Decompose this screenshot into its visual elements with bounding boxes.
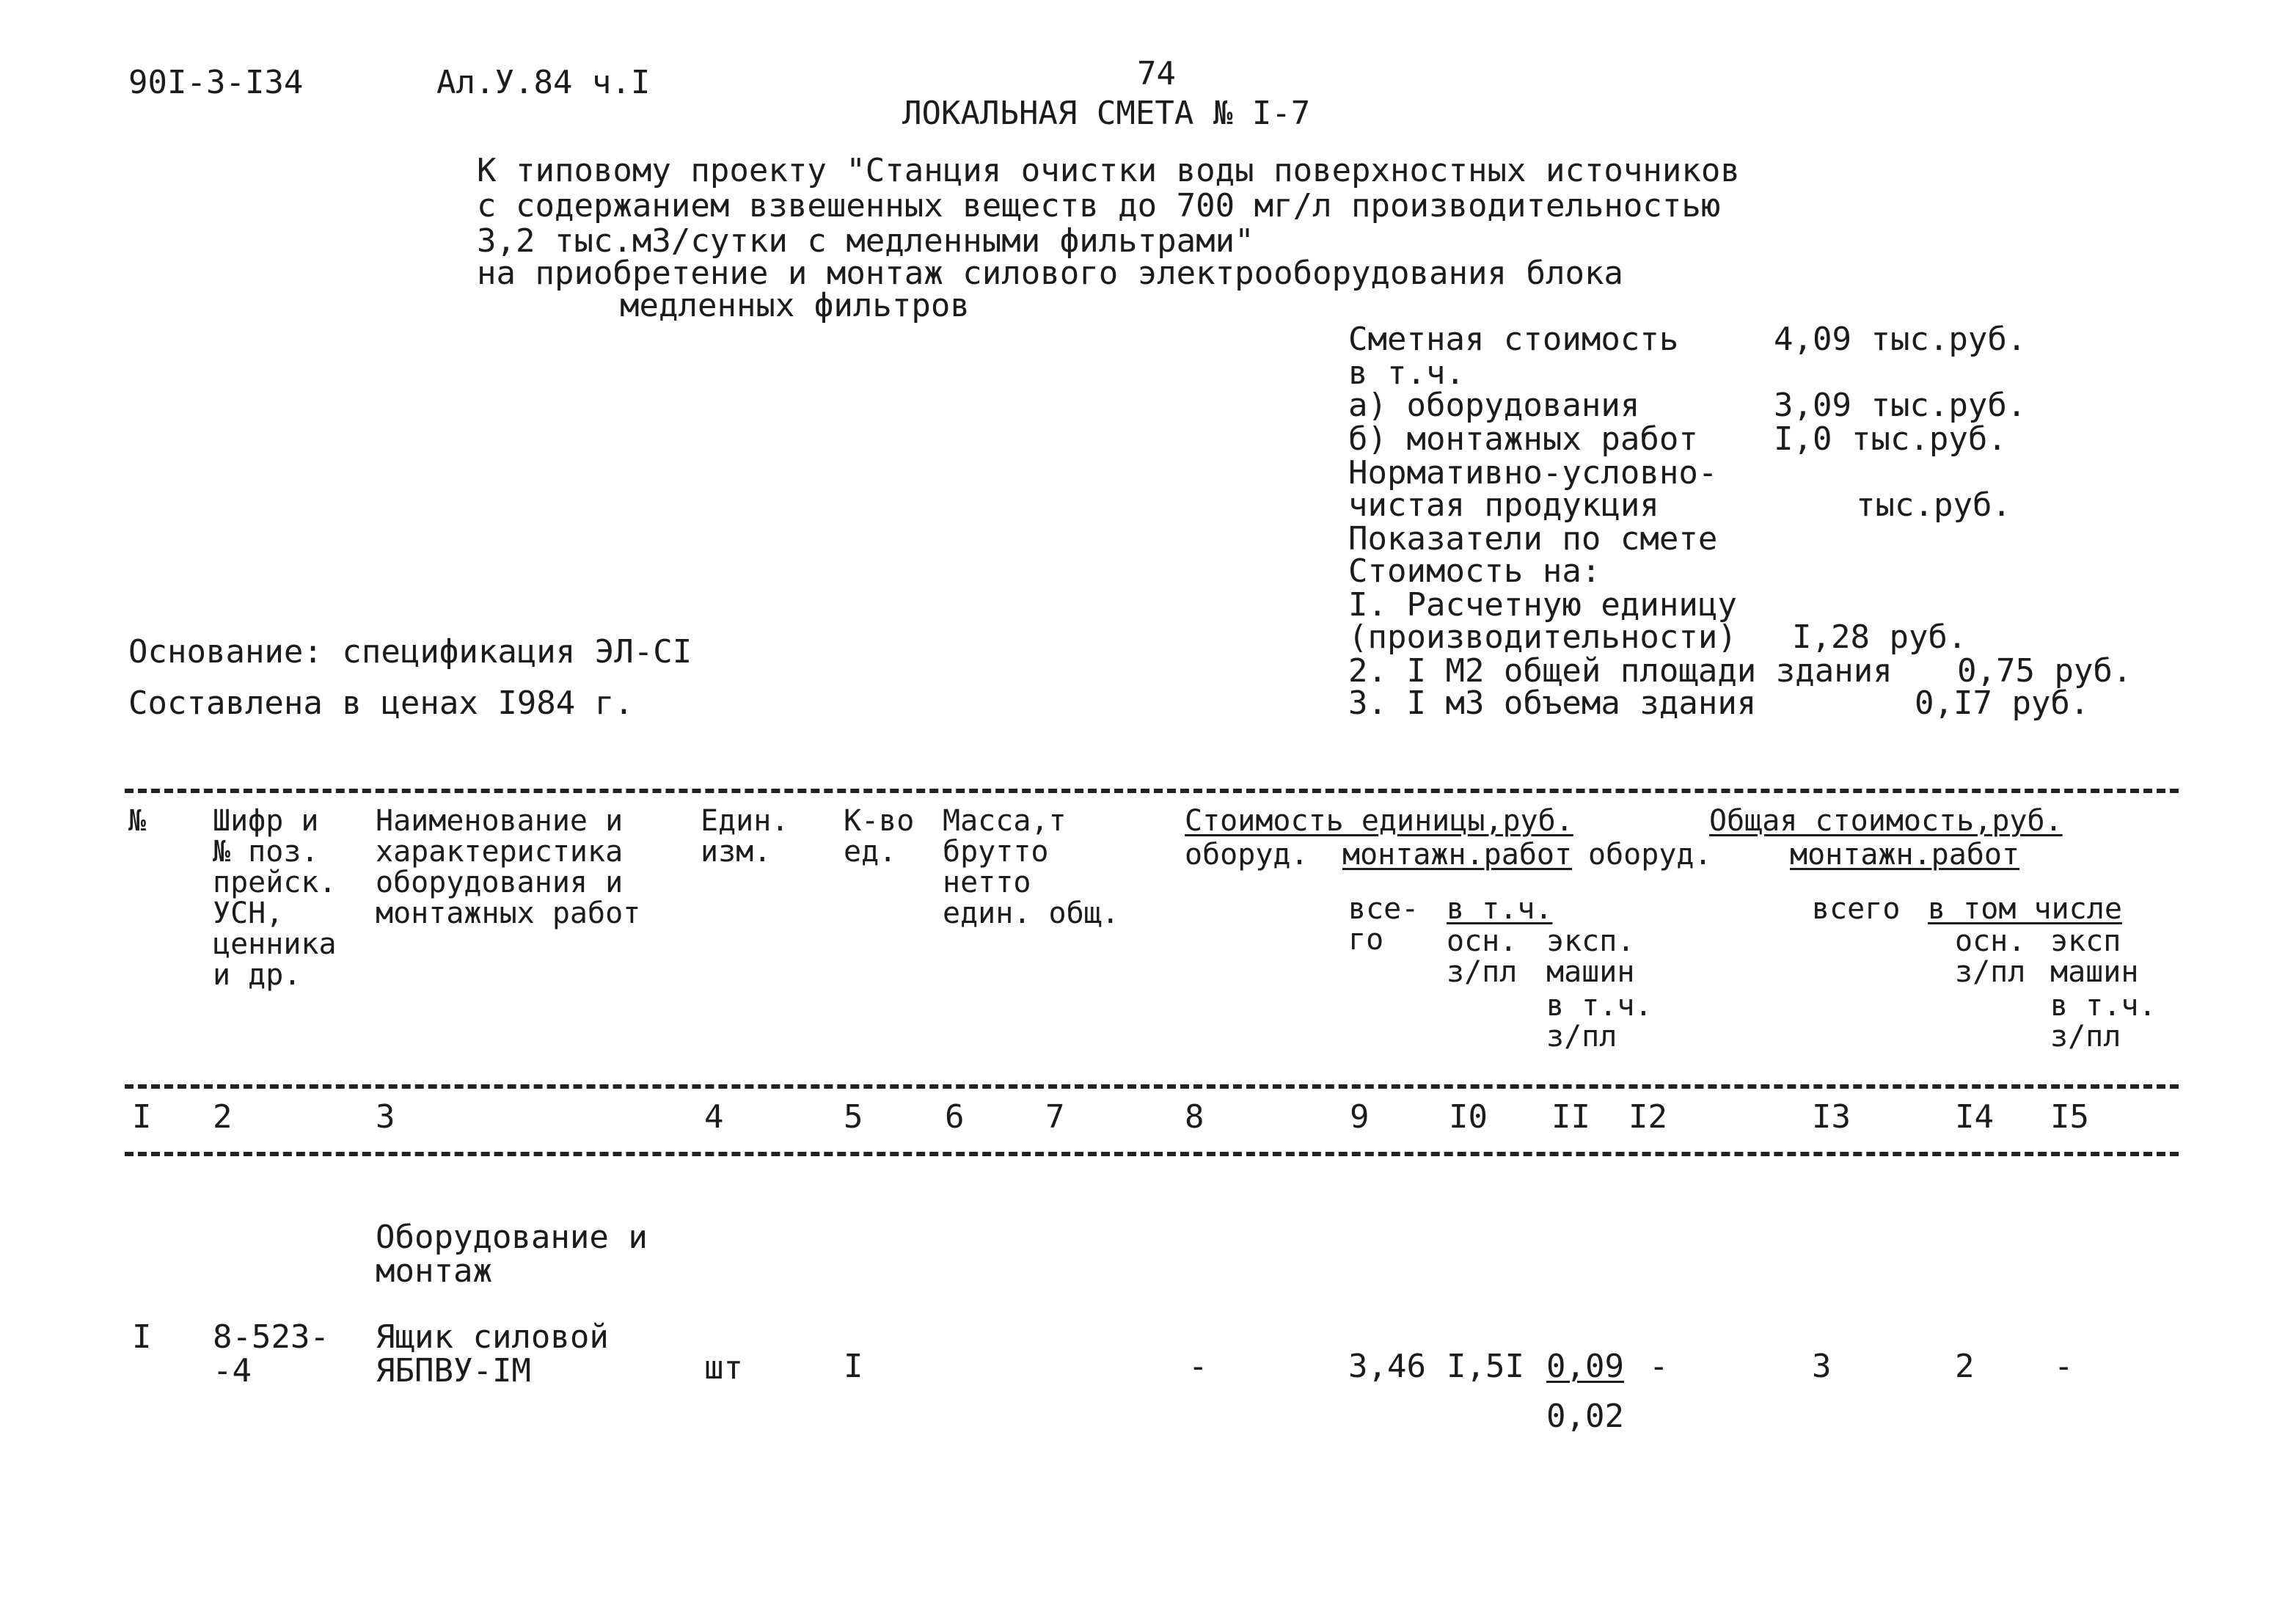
normative-label-1: Нормативно-условно- — [1348, 454, 1718, 492]
col-header-unit-equip: оборуд. — [1185, 838, 1309, 872]
row-equip-total: - — [1649, 1348, 1669, 1385]
col-header-name: Наименование и характеристика оборудования и монтажных работ — [376, 804, 641, 930]
col-header-total-cost: Общая стоимость,руб. — [1709, 804, 2063, 838]
row-install-total: 3,46 — [1348, 1348, 1426, 1385]
col-header-unit: Един. изм. — [701, 804, 789, 869]
project-line-5: медленных фильтров — [620, 287, 970, 324]
column-number: I3 — [1812, 1098, 1851, 1136]
col-header-total-machines: эксп машин — [2050, 924, 2139, 989]
column-number: 9 — [1350, 1098, 1370, 1136]
col-header-total-base-wage: осн. з/пл — [1955, 924, 2026, 989]
row-no: I — [132, 1318, 152, 1356]
col-header-code: Шифр и № поз. прейск. УСН, ценника и др. — [213, 804, 337, 992]
column-number: I0 — [1449, 1098, 1488, 1136]
unit1-label-2: (производительности) — [1348, 618, 1737, 656]
col-header-total-equip: оборуд. — [1588, 838, 1712, 872]
col-header-mass: Масса,т брутто нетто един. общ. — [943, 804, 1119, 930]
unit2-value: 0,75 руб. — [1957, 652, 2132, 690]
equipment-value: 3,09 тыс.руб. — [1774, 387, 2027, 424]
col-header-unit-total: все- го — [1348, 892, 1419, 957]
column-number: II — [1551, 1098, 1590, 1136]
column-number: I2 — [1628, 1098, 1667, 1136]
col-header-total-incl: в том числе — [1928, 892, 2122, 926]
column-number: 3 — [376, 1098, 395, 1136]
project-line-2: с содержанием взвешенных веществ до 700 мг/л производительностью — [477, 187, 1721, 224]
col-header-unit-base-wage: осн. з/пл — [1447, 924, 1518, 989]
indicators-label: Показатели по смете — [1348, 520, 1718, 558]
row-machines: 0,09 — [1546, 1348, 1624, 1385]
col-header-unit-install: монтажн.работ — [1342, 838, 1573, 872]
unit1-value: I,28 руб. — [1792, 618, 1967, 656]
row-code: 8-523- -4 — [213, 1318, 329, 1390]
page-number: 74 — [1137, 55, 1176, 92]
row-total-machines: - — [2054, 1348, 2074, 1385]
column-number: 5 — [844, 1098, 863, 1136]
project-line-3: 3,2 тыс.м3/сутки с медленными фильтрами" — [477, 222, 1254, 260]
unit3-label: 3. I м3 объема здания — [1348, 684, 1757, 722]
col-header-unit-machines: эксп. машин — [1546, 924, 1635, 989]
col-header-total-install: монтажн.работ — [1790, 838, 2020, 872]
row-qty: I — [844, 1348, 863, 1385]
cost-on-label: Стоимость на: — [1348, 552, 1601, 590]
unit2-label: 2. I М2 общей площади здания — [1348, 652, 1893, 690]
col-header-no: № — [128, 804, 147, 838]
column-number: 6 — [945, 1098, 965, 1136]
column-number: 4 — [704, 1098, 724, 1136]
document-title: ЛОКАЛЬНАЯ СМЕТА № I-7 — [902, 95, 1311, 132]
album-reference: Ал.У.84 ч.I — [436, 64, 651, 101]
row-unit: шт — [704, 1349, 743, 1387]
column-numbers-bottom-rule — [125, 1152, 2179, 1156]
col-header-unit-cost: Стоимость единицы,руб. — [1185, 804, 1573, 838]
installation-value: I,0 тыс.руб. — [1774, 420, 2007, 458]
header-top-rule — [125, 789, 2179, 793]
column-number: 2 — [213, 1098, 233, 1136]
project-line-1: К типовому проекту "Станция очистки воды поверхностных источников — [477, 152, 1740, 189]
normative-value: тыс.руб. — [1856, 486, 2011, 524]
unit1-label: I. Расчетную единицу — [1348, 586, 1737, 624]
row-total-all: 3 — [1812, 1348, 1832, 1385]
row-equip-unit: - — [1188, 1348, 1208, 1385]
row-total-base-wage: 2 — [1955, 1348, 1975, 1385]
estimated-cost-label: Сметная стоимость — [1348, 321, 1679, 358]
document-code: 90I-3-I34 — [128, 64, 304, 101]
column-numbers-top-rule — [125, 1084, 2179, 1089]
column-number: I4 — [1955, 1098, 1994, 1136]
basis-text: Основание: спецификация ЭЛ-СI — [128, 633, 692, 671]
col-header-total-machines-incl: в т.ч. з/пл — [2050, 989, 2157, 1054]
column-number: I5 — [2050, 1098, 2089, 1136]
prices-text: Составлена в ценах I984 г. — [128, 684, 634, 722]
equipment-label: а) оборудования — [1348, 387, 1640, 424]
row-machines-wage: 0,02 — [1546, 1398, 1624, 1435]
col-header-unit-incl: в т.ч. — [1447, 892, 1553, 926]
unit3-value: 0,I7 руб. — [1915, 684, 2090, 722]
column-number: 8 — [1185, 1098, 1204, 1136]
col-header-unit-machines-incl: в т.ч. з/пл — [1546, 989, 1653, 1054]
normative-label-2: чистая продукция — [1348, 486, 1659, 524]
col-header-qty: К-во ед. — [844, 804, 915, 869]
row-base-wage: I,5I — [1447, 1348, 1524, 1385]
including-label: в т.ч. — [1348, 354, 1465, 392]
row-name: Ящик силовой ЯБПВУ-IМ — [376, 1318, 609, 1390]
installation-label: б) монтажных работ — [1348, 420, 1698, 458]
section-title: Оборудование и монтаж — [376, 1219, 648, 1290]
column-number: 7 — [1045, 1098, 1065, 1136]
col-header-total-all: всего — [1812, 892, 1901, 926]
column-number: I — [132, 1098, 152, 1136]
estimated-cost-value: 4,09 тыс.руб. — [1774, 321, 2027, 358]
project-line-4: на приобретение и монтаж силового электрооборудования блока — [477, 255, 1623, 292]
